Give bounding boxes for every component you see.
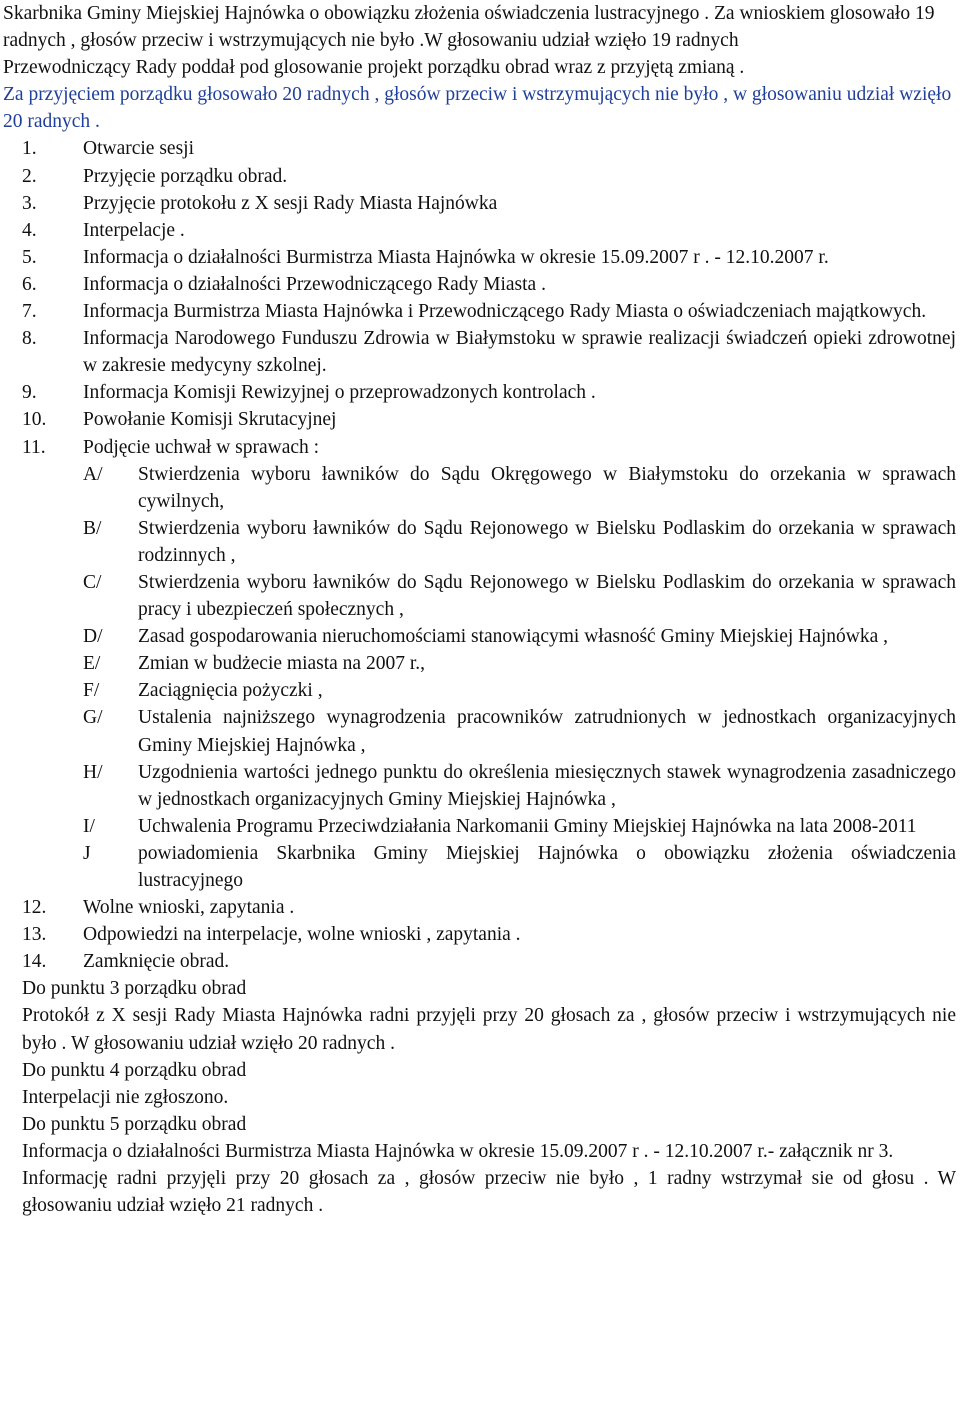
agenda-item: [0, 217, 960, 244]
agenda-text: Informacja Narodowego Funduszu Zdrowia w Białymstoku w sprawie realizacji świadczeń opieki zdrowotnej w zakresie medycyny szkolnej.: [83, 328, 956, 377]
agenda-text: Przyjęcie protokołu z X sesji Rady Miasta Hajnówka: [83, 192, 498, 214]
resolution-text: Zasad gospodarowania nieruchomościami stanowiącymi własność Gminy Miejskiej Hajnówka ,: [138, 626, 889, 648]
agenda-item: [0, 298, 960, 325]
intro-paragraph-3: Za przyjęciem porządku głosowało 20 radnych , głosów przeciw i wstrzymujących nie było , w głosowaniu udział wzięło 20 radnych .: [3, 84, 952, 133]
resolution-list: [0, 461, 960, 895]
resolution-item: [0, 677, 960, 704]
resolution-text: Stwierdzenia wyboru ławników do Sądu Rejonowego w Bielsku Podlaskim do orzekania w sprawach pracy i ubezpieczeń społecznych ,: [138, 571, 956, 621]
agenda-item: [0, 406, 960, 433]
resolution-letter: F/: [83, 680, 100, 702]
agenda-item: [0, 190, 960, 217]
agenda-text: Otwarcie sesji: [83, 138, 195, 160]
resolution-letter: A/: [83, 463, 103, 485]
agenda-text: Podjęcie uchwał w sprawach :: [83, 436, 320, 458]
agenda-number: 8.: [22, 328, 37, 350]
resolution-item: [0, 840, 960, 894]
resolution-text: Zmian w budżecie miasta na 2007 r.,: [138, 653, 425, 675]
agenda-item: [0, 135, 960, 162]
resolution-item: [0, 623, 960, 650]
resolution-letter: G/: [83, 707, 103, 729]
agenda-number: 5.: [22, 246, 37, 268]
agenda-number: 11.: [22, 436, 46, 458]
agenda-number: 6.: [22, 273, 37, 295]
resolution-text: Stwierdzenia wyboru ławników do Sądu Okręgowego w Białymstoku do orzekania w sprawach cywilnych,: [138, 463, 956, 512]
agenda-text: Informacja o działalności Burmistrza Miasta Hajnówka w okresie 15.09.2007 r . - 12.10.2007 r.: [83, 246, 829, 268]
resolution-item: [0, 704, 960, 758]
agenda-number: 10.: [22, 409, 47, 431]
resolution-text: Ustalenia najniższego wynagrodzenia pracowników zatrudnionych w jednostkach organizacyjnych Gminy Miejskiej Hajnówka ,: [138, 707, 956, 756]
agenda-item: [0, 163, 960, 190]
point-5-text: Informacja o działalności Burmistrza Miasta Hajnówka w okresie 15.09.2007 r . - 12.10.2007 r.- załącznik nr 3.: [22, 1140, 894, 1162]
point-4-text: Interpelacji nie zgłoszono.: [22, 1086, 229, 1108]
agenda-number: 4.: [22, 219, 37, 241]
agenda-text: Informacja Komisji Rewizyjnej o przeprowadzonych kontrolach .: [83, 382, 596, 404]
resolution-letter: C/: [83, 571, 102, 593]
agenda-text: Zamknięcie obrad.: [83, 951, 230, 973]
agenda-number: 9.: [22, 382, 37, 404]
resolution-letter: I/: [83, 815, 95, 837]
agenda-item: [0, 894, 960, 921]
resolution-letter: D/: [83, 626, 103, 648]
resolution-text: Stwierdzenia wyboru ławników do Sądu Rejonowego w Bielsku Podlaskim do orzekania w sprawach rodzinnych ,: [138, 517, 956, 566]
resolution-letter: H/: [83, 761, 103, 783]
agenda-item: [0, 325, 960, 379]
agenda-number: 12.: [22, 897, 47, 919]
point-5-heading: Do punktu 5 porządku obrad: [22, 1113, 247, 1135]
agenda-number: 14.: [22, 951, 47, 973]
minutes-section: [0, 975, 960, 1219]
agenda-number: 1.: [22, 138, 37, 160]
point-5-result: Informację radni przyjęli przy 20 głosach za , głosów przeciw nie było , 1 radny wstrzymał sie od głosu . W głosowaniu udział wzięło 21 radnych .: [22, 1168, 956, 1217]
agenda-item: [0, 921, 960, 948]
resolution-text: Uchwalenia Programu Przeciwdziałania Narkomanii Gminy Miejskiej Hajnówka na lata 2008-2011: [138, 815, 917, 837]
agenda-item: [0, 271, 960, 298]
agenda-text: Odpowiedzi na interpelacje, wolne wnioski , zapytania .: [83, 924, 521, 946]
point-3-heading: Do punktu 3 porządku obrad: [22, 978, 247, 1000]
point-3-text: Protokół z X sesji Rady Miasta Hajnówka radni przyjęli przy 20 głosach za , głosów przeciw i wstrzymujących nie było . W głosowaniu udział wzięło 20 radnych .: [22, 1005, 956, 1054]
intro-paragraph-1: Skarbnika Gminy Miejskiej Hajnówka o obowiązku złożenia oświadczenia lustracyjnego . Za wnioskiem glosowało 19 radnych , głosów przeciw i wstrzymujących nie było .W głosowaniu udział wzięło 19 radnych: [3, 3, 935, 52]
resolution-text: Zaciągnięcia pożyczki ,: [138, 680, 323, 702]
agenda-item: [0, 379, 960, 406]
agenda-list: [0, 135, 960, 975]
resolution-text: Uzgodnienia wartości jednego punktu do określenia miesięcznych stawek wynagrodzenia zasadniczego w jednostkach organizacyjnych Gminy Miejskiej Hajnówka ,: [138, 761, 956, 810]
resolution-item: [0, 569, 960, 623]
agenda-text: Informacja Burmistrza Miasta Hajnówka i Przewodniczącego Rady Miasta o oświadczeniach majątkowych.: [83, 301, 927, 323]
agenda-text: Interpelacje .: [83, 219, 185, 241]
point-4-heading: Do punktu 4 porządku obrad: [22, 1059, 247, 1081]
agenda-item: [0, 434, 960, 461]
agenda-text: Wolne wnioski, zapytania .: [83, 897, 295, 919]
agenda-number: 3.: [22, 192, 37, 214]
resolution-letter: J: [83, 842, 91, 864]
resolution-text: powiadomienia Skarbnika Gminy Miejskiej Hajnówka o obowiązku złożenia oświadczenia lustracyjnego: [138, 842, 956, 891]
resolution-letter: E/: [83, 653, 101, 675]
agenda-text: Przyjęcie porządku obrad.: [83, 165, 288, 187]
agenda-item: [0, 244, 960, 271]
resolution-item: [0, 759, 960, 813]
resolution-letter: B/: [83, 517, 102, 539]
agenda-number: 13.: [22, 924, 47, 946]
agenda-text: Informacja o działalności Przewodniczącego Rady Miasta .: [83, 273, 546, 295]
resolution-item: [0, 461, 960, 515]
agenda-number: 7.: [22, 301, 37, 323]
resolution-item: [0, 650, 960, 677]
agenda-number: 2.: [22, 165, 37, 187]
agenda-item: [0, 948, 960, 975]
intro-paragraph-2: Przewodniczący Rady poddał pod glosowanie projekt porządku obrad wraz z przyjętą zmianą .: [3, 57, 745, 79]
resolution-item: [0, 813, 960, 840]
agenda-text: Powołanie Komisji Skrutacyjnej: [83, 409, 337, 431]
resolution-item: [0, 515, 960, 569]
